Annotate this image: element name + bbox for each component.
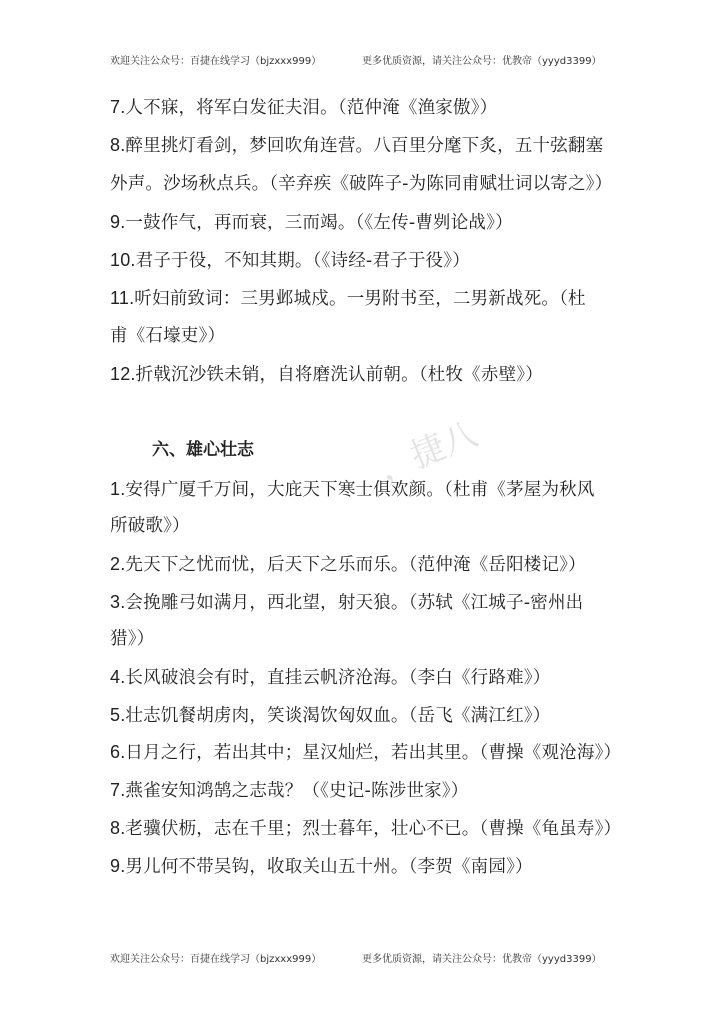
quote-line: 4.长风破浪会有时，直挂云帆济沧海。（李白《行路难》） [110,667,551,688]
header-left-text: 欢迎关注公众号：百捷在线学习（bjzxxx999） [110,56,322,67]
quote-line: 8.老骥伏枥，志在千里；烈士暮年，壮心不已。（曹操《龟虽寿》） [110,818,622,839]
quote-line: 2.先天下之忧而忧，后天下之乐而乐。（范仲淹《岳阳楼记》） [110,554,586,575]
quote-line: 10.君子于役，不知其期。（《诗经-君子于役》） [110,250,470,271]
quote-line: 甫《石壕吏》） [110,326,226,346]
quote-line: 12.折戟沉沙铁未销，自将磨洗认前朝。（杜牧《赤壁》） [110,364,543,385]
quote-line: 6.日月之行，若出其中；星汉灿烂，若出其里。（曹操《观沧海》） [110,742,622,763]
quote-line: 7.燕雀安知鸿鹄之志哉？（《史记-陈涉世家》） [110,780,469,801]
footer-right-text: 更多优质资源，请关注公众号：优教帝（yyyd3399） [362,954,602,965]
page-footer [0,950,724,970]
watermark: ，捷八 [373,414,484,490]
quote-line: 1.安得广厦千万间，大庇天下寒士俱欢颜。（杜甫《茅屋为秋风 [110,479,595,500]
header-right-text: 更多优质资源，请关注公众号：优教帝（yyyd3399） [362,56,602,67]
quote-line: 外声。沙场秋点兵。（辛弃疾《破阵子-为陈同甫赋壮词以寄之》） [110,174,613,194]
section-title: 六、雄心壮志 [152,440,254,460]
quote-line: 9.男儿何不带吴钩，收取关山五十州。（李贺《南园》） [110,856,533,877]
quote-line: 3.会挽雕弓如满月，西北望，射天狼。（苏轼《江城子-密州出 [110,592,584,613]
quote-line: 8.醉里挑灯看剑，梦回吹角连营。八百里分麾下炙，五十弦翻塞 [110,135,604,156]
page-header [0,52,724,72]
quote-line: 所破歌》） [110,516,190,536]
quote-line: 7.人不寐，将军白发征夫泪。（范仲淹《渔家傲》） [110,97,498,118]
quote-line: 9.一鼓作气，再而衰，三而竭。（《左传-曹刿论战》） [110,212,513,233]
footer-left-text: 欢迎关注公众号：百捷在线学习（bjzxxx999） [110,954,322,965]
quote-line: 11.听妇前致词：三男邺城戍。一男附书至，二男新战死。（杜 [110,288,586,309]
quote-line: 猎》） [110,629,155,649]
quote-line: 5.壮志饥餐胡虏肉，笑谈渴饮匈奴血。（岳飞《满江红》） [110,705,551,726]
